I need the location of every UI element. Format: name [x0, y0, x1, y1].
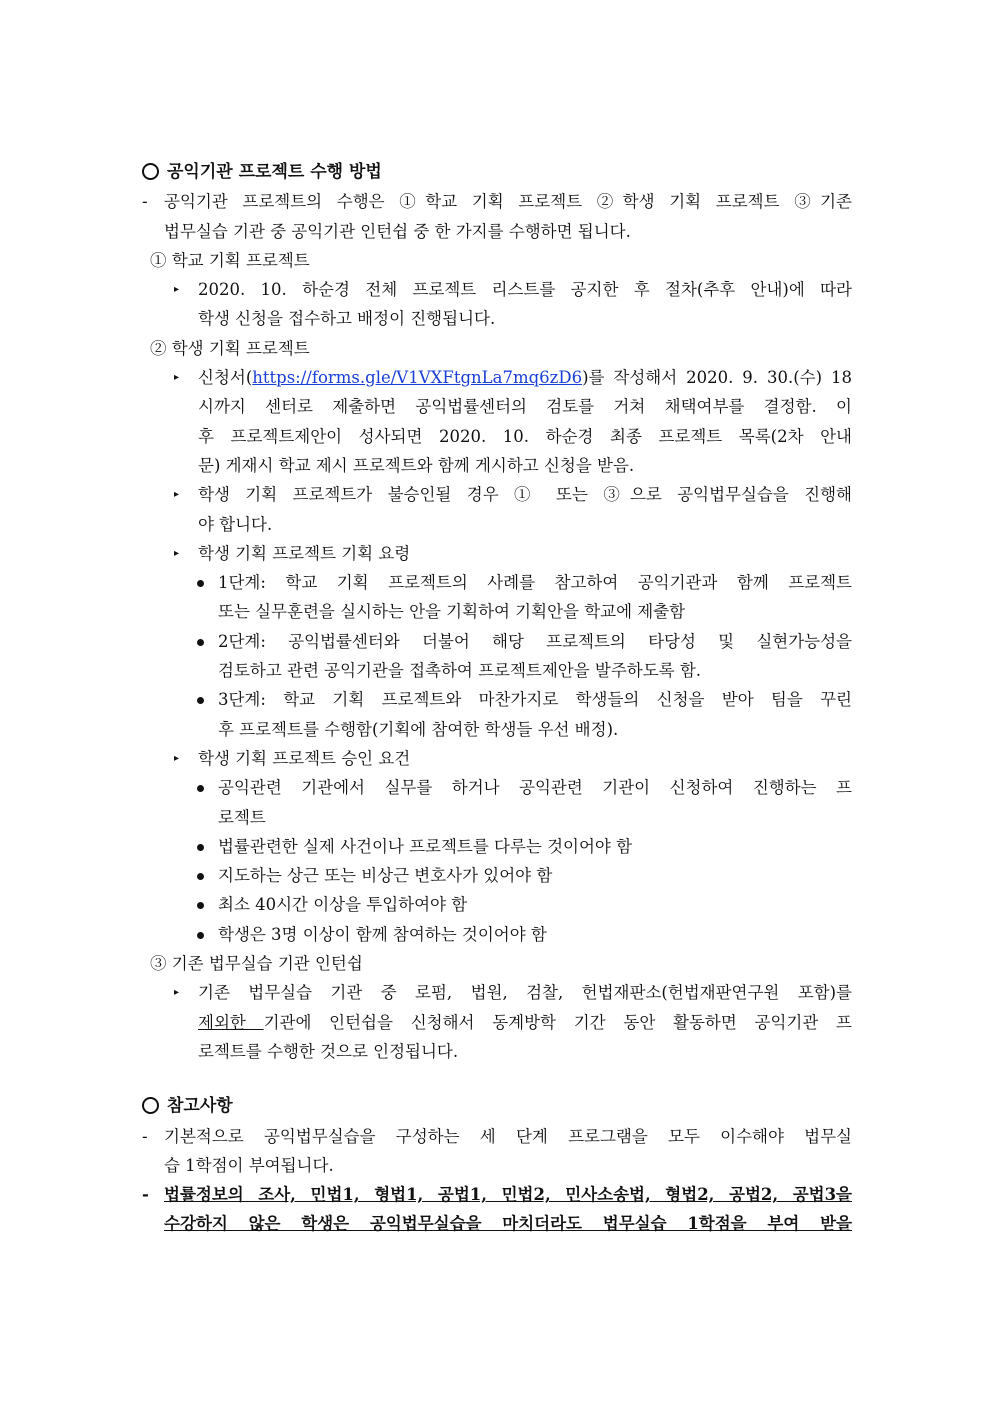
item-2-bullet-1-line-2: 시까지 센터로 제출하면 공익법률센터의 검토를 거쳐 채택여부를 결정함. 이	[198, 397, 852, 417]
item-1-bullet-1-line-1: ▸ 2020. 10. 하순경 전체 프로젝트 리스트를 공지한 후 절차(추후 안내)에 따라	[142, 275, 852, 304]
item-2-bullet-1-line-4: 문) 게재시 학교 제시 프로젝트와 함께 게시하고 신청을 받음.	[198, 455, 635, 475]
stage-2-line-1: 2단계: 공익법률센터와 더불어 해당 프로젝트의 타당성 및 실현가능성을	[142, 627, 852, 656]
stage-2-line-2: 검토하고 관련 공익기관을 접촉하여 프로젝트제안을 발주하도록 함.	[218, 661, 702, 681]
item-2-heading: ② 학생 기획 프로젝트	[150, 338, 310, 358]
item-3-bullet-1-line-3: 로젝트를 수행한 것으로 인정됩니다.	[198, 1041, 459, 1061]
item-2-bullet-2-line-1: ▸ 학생 기획 프로젝트가 불승인될 경우 ① 또는 ③으로 공익법무실습을 진행해	[142, 480, 852, 509]
requirement-3: 지도하는 상근 또는 비상근 변호사가 있어야 함	[142, 861, 852, 890]
dot-bullet-icon	[197, 932, 204, 939]
section-2-heading: 참고사항	[142, 1092, 852, 1121]
triangle-bullet-icon: ▸	[174, 489, 180, 501]
item-3-heading: ③ 기존 법무실습 기관 인턴쉽	[150, 954, 363, 974]
notes-p1-line-1: - 기본적으로 공익법무실습을 구성하는 세 단계 프로그램을 모두 이수해야 법무실	[142, 1122, 852, 1151]
stage-1-line-2: 또는 실무훈련을 실시하는 안을 기획하여 기획안을 학교에 제출함	[218, 602, 686, 622]
item-3-bullet-1-line-2: 제외한 기관에 인턴쉽을 신청해서 동계방학 기간 동안 활동하면 공익기관 프	[198, 1012, 852, 1032]
requirement-5: 학생은 3명 이상이 함께 참여하는 것이어야 함	[142, 920, 852, 949]
requirement-1-line-2: 로젝트	[218, 807, 266, 827]
requirement-2: 법률관련한 실제 사건이나 프로젝트를 다루는 것이어야 함	[142, 832, 852, 861]
document-page	[142, 158, 852, 1239]
excluded-underlined-text: 제외한	[198, 1012, 264, 1032]
triangle-bullet-icon: ▸	[174, 987, 180, 999]
dot-bullet-icon	[197, 844, 204, 851]
intro-line-1: - 공익기관 프로젝트의 수행은 ①학교 기획 프로젝트 ②학생 기획 프로젝트 ③기존	[142, 187, 852, 216]
notes-p2-line-2: 수강하지 않은 학생은 공익법무실습을 마치더라도 법무실습 1학점을 부여 받을	[164, 1214, 852, 1234]
item-2-bullet-3-heading: ▸ 학생 기획 프로젝트 기획 요령	[142, 539, 852, 568]
item-1-heading: ① 학교 기획 프로젝트	[150, 250, 310, 270]
requirement-4: 최소 40시간 이상을 투입하여야 함	[142, 890, 852, 919]
dot-bullet-icon	[197, 580, 204, 587]
triangle-bullet-icon: ▸	[174, 752, 180, 764]
section-gap	[142, 1066, 852, 1092]
requirement-1-line-1: 공익관련 기관에서 실무를 하거나 공익관련 기관이 신청하여 진행하는 프	[142, 773, 852, 802]
dot-bullet-icon	[197, 785, 204, 792]
dash-bullet: -	[142, 1126, 148, 1146]
stage-1-line-1: 1단계: 학교 기획 프로젝트의 사례를 참고하여 공익기관과 함께 프로젝트	[142, 568, 852, 597]
dash-bullet: -	[142, 1185, 149, 1205]
dash-bullet: -	[142, 192, 148, 212]
stage-3-line-1: 3단계: 학교 기획 프로젝트와 마찬가지로 학생들의 신청을 받아 팀을 꾸린	[142, 685, 852, 714]
dot-bullet-icon	[197, 639, 204, 646]
dot-bullet-icon	[197, 697, 204, 704]
circle-bullet-icon	[142, 1097, 159, 1114]
section-1-heading: 공익기관 프로젝트 수행 방법	[142, 158, 852, 187]
circle-bullet-icon	[142, 163, 159, 180]
item-2-bullet-1-line-1: ▸ 신청서(https://forms.gle/V1VXFtgnLa7mq6zD6)를 작성해서 2020. 9. 30.(수) 18	[142, 363, 852, 392]
application-form-link[interactable]: https://forms.gle/V1VXFtgnLa7mq6zD6	[252, 368, 583, 388]
triangle-bullet-icon: ▸	[174, 372, 180, 384]
item-2-bullet-1-line-3: 후 프로젝트제안이 성사되면 2020. 10. 하순경 최종 프로젝트 목록(2차 안내	[198, 426, 852, 446]
stage-3-line-2: 후 프로젝트를 수행함(기획에 참여한 학생들 우선 배정).	[218, 719, 619, 739]
triangle-bullet-icon: ▸	[174, 284, 180, 296]
item-2-bullet-4-heading: ▸ 학생 기획 프로젝트 승인 요건	[142, 744, 852, 773]
notes-p2-line-1: - 법률정보의 조사, 민법1, 형법1, 공법1, 민법2, 민사소송법, 형법2, 공법2, 공법3을	[142, 1180, 852, 1209]
item-1-bullet-1-line-2: 학생 신청을 접수하고 배정이 진행됩니다.	[198, 309, 496, 329]
intro-line-2: 법무실습 기관 중 공익기관 인턴쉽 중 한 가지를 수행하면 됩니다.	[164, 221, 631, 241]
notes-p1-line-2: 습 1학점이 부여됩니다.	[164, 1155, 334, 1175]
item-2-bullet-2-line-2: 야 합니다.	[198, 514, 273, 534]
dot-bullet-icon	[197, 902, 204, 909]
dot-bullet-icon	[197, 873, 204, 880]
item-3-bullet-1-line-1: ▸ 기존 법무실습 기관 중 로펌, 법원, 검찰, 헌법재판소(헌법재판연구원 포함)를	[142, 978, 852, 1007]
triangle-bullet-icon: ▸	[174, 547, 180, 559]
